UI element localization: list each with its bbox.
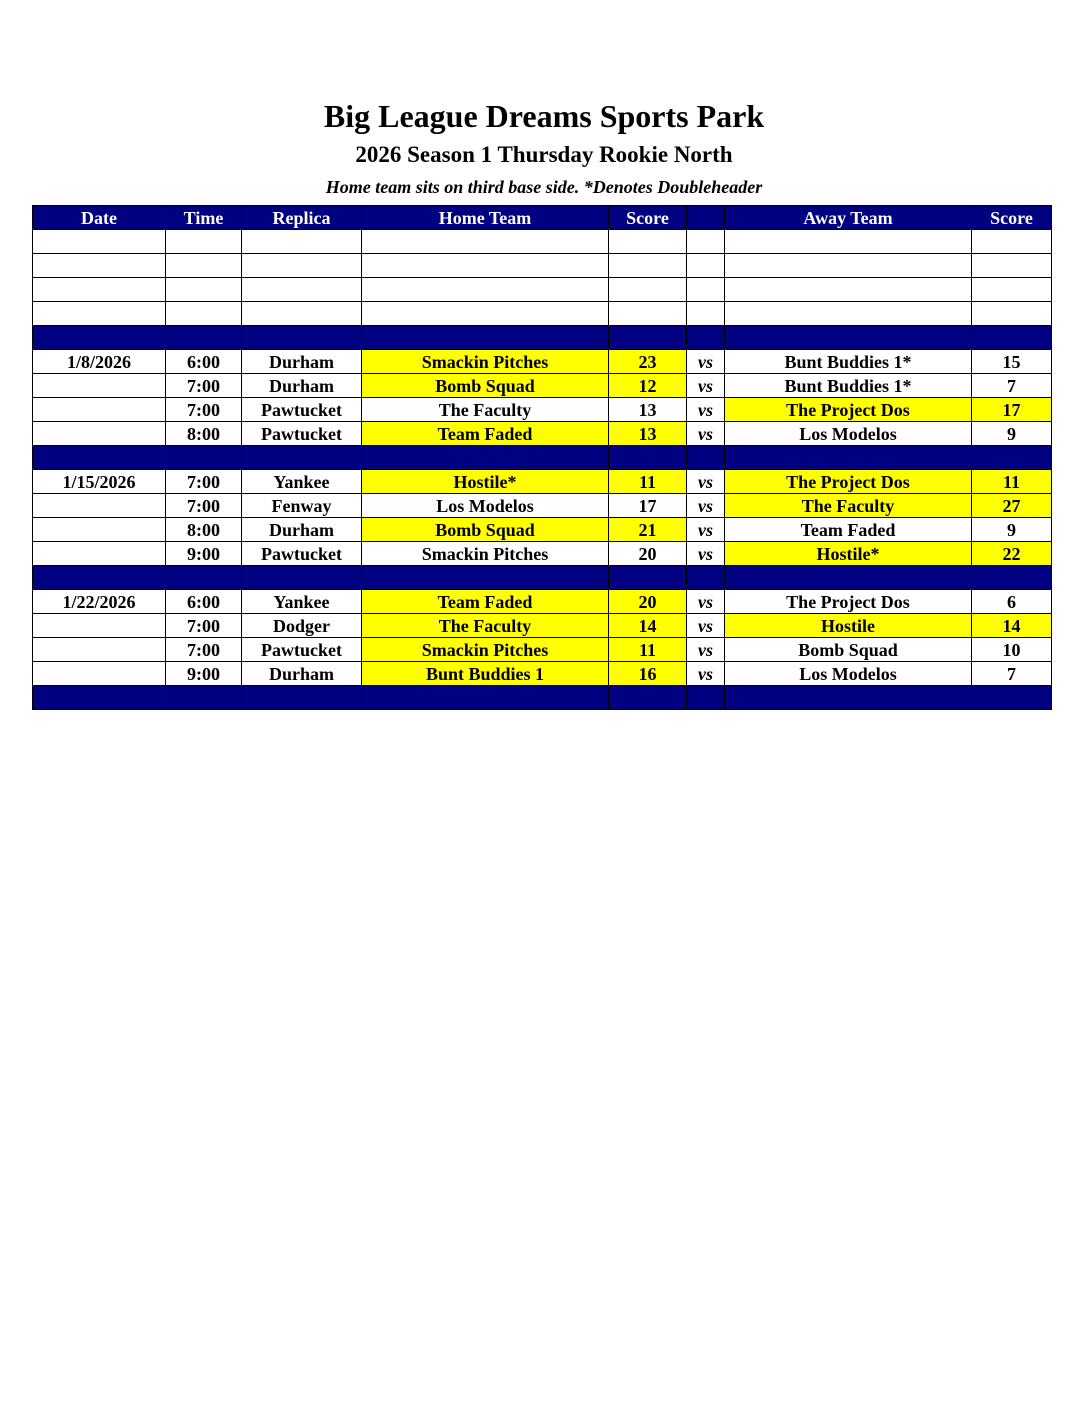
home-team-cell [362,302,609,326]
date-cell: 1/22/2026 [33,590,166,614]
vs-cell: vs [687,542,725,566]
away-team-cell: Los Modelos [725,662,972,686]
home-score-cell [609,446,687,470]
replica-cell [242,302,362,326]
away-team-cell: Bomb Squad [725,638,972,662]
column-header-away-team: Away Team [725,206,972,230]
vs-cell: vs [687,638,725,662]
blank-row [33,254,1052,278]
date-cell [33,494,166,518]
home-team-cell: Bomb Squad [362,374,609,398]
date-cell [33,542,166,566]
date-cell [33,326,166,350]
away-team-cell: The Project Dos [725,398,972,422]
away-score-cell: 11 [972,470,1052,494]
time-cell [166,230,242,254]
date-cell: 1/8/2026 [33,350,166,374]
column-header-home-score: Score [609,206,687,230]
game-row [33,422,1052,446]
replica-cell: Dodger [242,614,362,638]
date-cell [33,638,166,662]
vs-cell: vs [687,350,725,374]
replica-cell: Pawtucket [242,542,362,566]
date-cell [33,278,166,302]
time-cell [166,686,242,710]
column-header-away-score: Score [972,206,1052,230]
game-row [33,470,1052,494]
replica-cell [242,446,362,470]
vs-cell: vs [687,374,725,398]
home-score-cell: 13 [609,422,687,446]
away-score-cell: 10 [972,638,1052,662]
home-score-cell [609,302,687,326]
game-row [33,614,1052,638]
date-cell [33,254,166,278]
date-cell [33,398,166,422]
home-team-cell [362,446,609,470]
column-header-date: Date [33,206,166,230]
home-team-cell: Smackin Pitches [362,350,609,374]
blank-row [33,278,1052,302]
away-score-cell [972,686,1052,710]
away-score-cell [972,230,1052,254]
column-header-home-team: Home Team [362,206,609,230]
home-score-cell [609,230,687,254]
blank-row [33,230,1052,254]
time-cell: 6:00 [166,350,242,374]
away-team-cell [725,302,972,326]
away-score-cell: 9 [972,518,1052,542]
replica-cell: Pawtucket [242,638,362,662]
separator-row [33,446,1052,470]
game-row [33,542,1052,566]
home-score-cell [609,254,687,278]
away-team-cell [725,278,972,302]
away-team-cell [725,686,972,710]
home-score-cell [609,566,687,590]
game-row [33,350,1052,374]
time-cell: 7:00 [166,494,242,518]
away-team-cell: Team Faded [725,518,972,542]
date-cell [33,230,166,254]
time-cell [166,254,242,278]
game-row [33,638,1052,662]
vs-cell: vs [687,470,725,494]
date-cell [33,302,166,326]
vs-cell: vs [687,398,725,422]
away-score-cell: 15 [972,350,1052,374]
home-team-cell: Team Faded [362,590,609,614]
home-team-cell: Bunt Buddies 1 [362,662,609,686]
away-score-cell: 9 [972,422,1052,446]
game-row [33,518,1052,542]
game-row [33,662,1052,686]
home-score-cell: 12 [609,374,687,398]
column-header-vs [687,206,725,230]
away-score-cell: 17 [972,398,1052,422]
time-cell: 7:00 [166,614,242,638]
replica-cell [242,566,362,590]
replica-cell [242,230,362,254]
replica-cell: Fenway [242,494,362,518]
home-team-cell: Smackin Pitches [362,638,609,662]
replica-cell: Yankee [242,590,362,614]
away-team-cell [725,566,972,590]
date-cell [33,566,166,590]
time-cell: 6:00 [166,590,242,614]
time-cell [166,566,242,590]
vs-cell [687,446,725,470]
home-score-cell [609,686,687,710]
home-score-cell: 11 [609,470,687,494]
away-team-cell: The Project Dos [725,470,972,494]
away-score-cell [972,446,1052,470]
separator-row [33,566,1052,590]
home-score-cell [609,326,687,350]
home-team-cell: Los Modelos [362,494,609,518]
away-team-cell: The Project Dos [725,590,972,614]
replica-cell [242,686,362,710]
replica-cell: Yankee [242,470,362,494]
home-team-cell [362,686,609,710]
time-cell: 8:00 [166,518,242,542]
home-team-cell: Team Faded [362,422,609,446]
away-team-cell: Hostile* [725,542,972,566]
home-score-cell: 21 [609,518,687,542]
separator-row [33,686,1052,710]
date-cell [33,686,166,710]
home-team-cell [362,230,609,254]
home-score-cell: 17 [609,494,687,518]
date-cell [33,446,166,470]
date-cell [33,662,166,686]
away-score-cell [972,326,1052,350]
home-score-cell: 13 [609,398,687,422]
away-score-cell: 7 [972,662,1052,686]
schedule-body [33,230,1052,710]
home-team-cell: The Faculty [362,614,609,638]
home-team-cell [362,566,609,590]
home-team-cell: The Faculty [362,398,609,422]
date-cell [33,374,166,398]
vs-cell: vs [687,614,725,638]
time-cell: 7:00 [166,470,242,494]
blank-row [33,302,1052,326]
date-cell [33,614,166,638]
game-row [33,374,1052,398]
game-row [33,590,1052,614]
page-title: Big League Dreams Sports Park [323,98,765,134]
away-team-cell [725,230,972,254]
home-score-cell: 20 [609,590,687,614]
time-cell: 9:00 [166,542,242,566]
away-score-cell [972,302,1052,326]
replica-cell [242,254,362,278]
home-team-cell: Bomb Squad [362,518,609,542]
away-team-cell: Bunt Buddies 1* [725,374,972,398]
away-score-cell: 6 [972,590,1052,614]
away-team-cell [725,326,972,350]
separator-row [33,326,1052,350]
replica-cell [242,278,362,302]
vs-cell [687,254,725,278]
away-score-cell: 27 [972,494,1052,518]
away-team-cell: Los Modelos [725,422,972,446]
vs-cell: vs [687,422,725,446]
away-score-cell: 7 [972,374,1052,398]
column-header-replica: Replica [242,206,362,230]
time-cell: 7:00 [166,374,242,398]
home-team-cell [362,254,609,278]
home-score-cell: 11 [609,638,687,662]
away-team-cell: The Faculty [725,494,972,518]
replica-cell: Durham [242,374,362,398]
vs-cell: vs [687,662,725,686]
page-subtitle: 2026 Season 1 Thursday Rookie North [355,142,733,167]
replica-cell: Durham [242,350,362,374]
time-cell: 7:00 [166,398,242,422]
home-team-cell [362,278,609,302]
schedule-table [32,205,1052,710]
vs-cell: vs [687,494,725,518]
vs-cell [687,566,725,590]
away-score-cell [972,278,1052,302]
replica-cell: Durham [242,662,362,686]
home-score-cell: 23 [609,350,687,374]
away-team-cell [725,254,972,278]
vs-cell [687,686,725,710]
home-score-cell [609,278,687,302]
away-score-cell [972,566,1052,590]
vs-cell [687,230,725,254]
home-score-cell: 14 [609,614,687,638]
home-score-cell: 20 [609,542,687,566]
time-cell [166,326,242,350]
game-row [33,398,1052,422]
home-team-cell: Hostile* [362,470,609,494]
date-cell [33,422,166,446]
away-team-cell: Bunt Buddies 1* [725,350,972,374]
schedule-note: Home team sits on third base side. *Denotes Doubleheader [325,177,763,197]
date-cell [33,518,166,542]
time-cell [166,446,242,470]
vs-cell [687,278,725,302]
header-row [33,206,1052,230]
replica-cell [242,326,362,350]
vs-cell [687,326,725,350]
column-header-time: Time [166,206,242,230]
home-team-cell: Smackin Pitches [362,542,609,566]
replica-cell: Durham [242,518,362,542]
home-score-cell: 16 [609,662,687,686]
away-team-cell [725,446,972,470]
away-score-cell: 22 [972,542,1052,566]
time-cell: 9:00 [166,662,242,686]
away-score-cell [972,254,1052,278]
replica-cell: Pawtucket [242,398,362,422]
vs-cell: vs [687,518,725,542]
away-team-cell: Hostile [725,614,972,638]
away-score-cell: 14 [972,614,1052,638]
time-cell: 8:00 [166,422,242,446]
time-cell: 7:00 [166,638,242,662]
vs-cell: vs [687,590,725,614]
time-cell [166,302,242,326]
game-row [33,494,1052,518]
home-team-cell [362,326,609,350]
replica-cell: Pawtucket [242,422,362,446]
time-cell [166,278,242,302]
vs-cell [687,302,725,326]
date-cell: 1/15/2026 [33,470,166,494]
